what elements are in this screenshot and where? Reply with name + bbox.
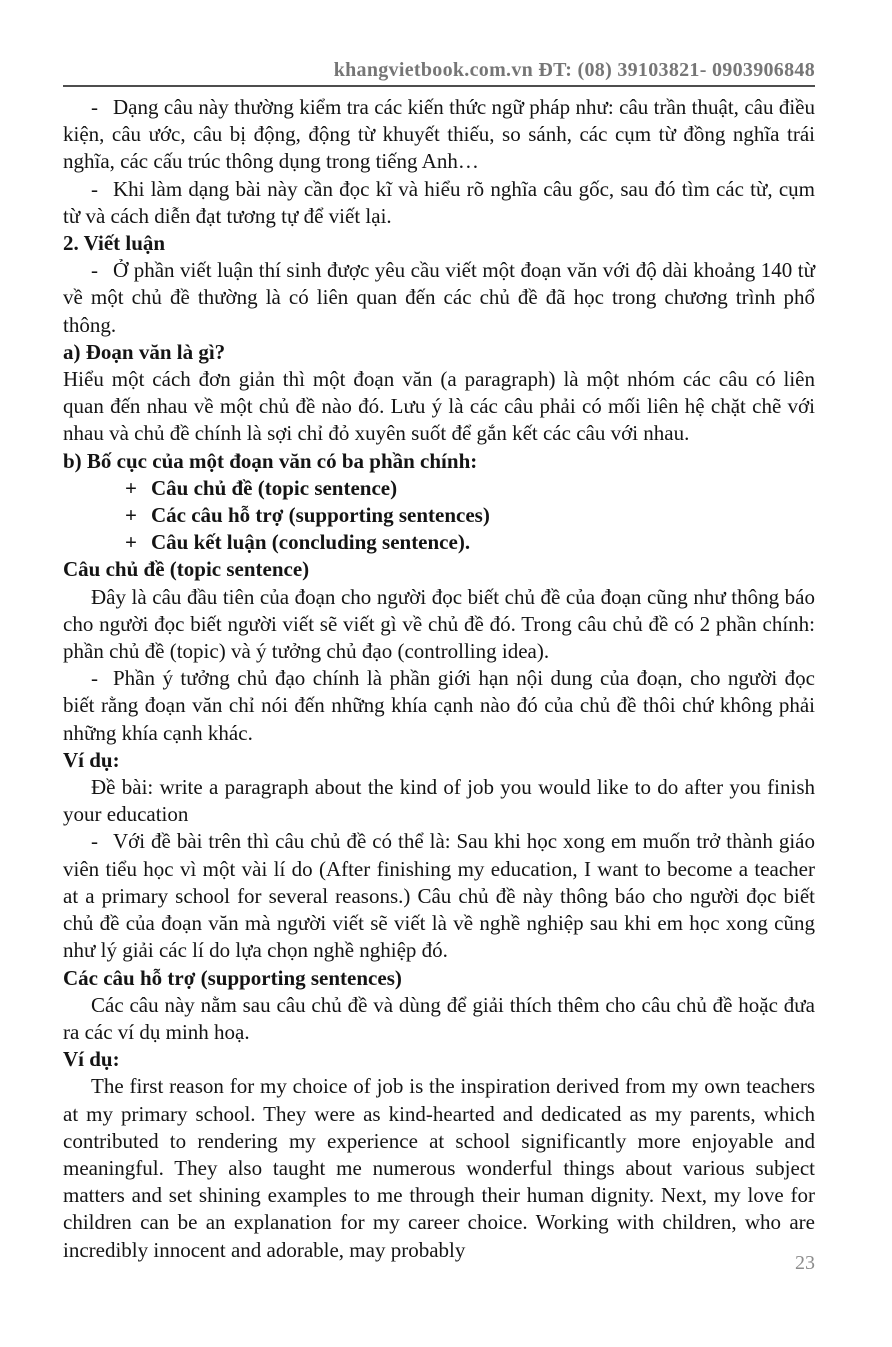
paragraph-dash bbox=[63, 94, 815, 176]
dash-bullet: - bbox=[91, 95, 98, 119]
header-divider bbox=[63, 85, 815, 87]
dash-bullet: - bbox=[91, 258, 98, 283]
dash-bullet: - bbox=[91, 666, 98, 691]
paragraph: Hiểu một cách đơn giản thì một đoạn văn (a paragraph) là một nhóm các câu có liên quan đến nhau về một chủ đề nào đó. Lưu ý là các câu phải có mối liên hệ chặt chẽ với nhau và chủ đề chính là sợi chỉ đỏ xuyên suốt để gắn kết các câu với nhau. bbox=[63, 367, 815, 446]
paragraph-dash bbox=[63, 176, 815, 230]
list-item-text: Các câu hỗ trợ (supporting sentences) bbox=[150, 503, 490, 528]
dash-bullet: - bbox=[91, 176, 98, 201]
section-heading: Câu chủ đề (topic sentence) bbox=[63, 557, 310, 582]
subsection-heading: a) Đoạn văn là gì? bbox=[63, 339, 226, 364]
paragraph-text: Với đề bài trên thì câu chủ đề có thể là: Sau khi học xong em muốn trở thành giáo viên tiểu học vì một vài lí do (After finishing my education, I want to become a teacher at a primary school for several reasons.) Câu chủ đề này thông báo cho người đọc biết chủ đề của đoạn văn mà người viết sẽ viết là về nghề nghiệp sau khi em học xong cũng như lý giải các lí do lựa chọn nghề nghiệp đó. bbox=[63, 829, 815, 963]
list-item bbox=[63, 475, 815, 502]
paragraph-text: Phần ý tưởng chủ đạo chính là phần giới hạn nội dung của đoạn, cho người đọc biết rằng đoạn văn chỉ nói đến những khía cạnh nào đó của chủ đề thôi chứ không phải những khía cạnh khác. bbox=[63, 666, 815, 745]
plus-bullet: + bbox=[125, 503, 137, 528]
subsection-heading: b) Bố cục của một đoạn văn có ba phần chính: bbox=[63, 448, 478, 473]
header-site-and-phone: khangvietbook.com.vn ĐT: (08) 39103821- 0903906848 bbox=[333, 59, 815, 81]
paragraph-dash bbox=[63, 665, 815, 747]
page-header bbox=[63, 58, 815, 87]
paragraph: Các câu này nằm sau câu chủ đề và dùng để giải thích thêm cho câu chủ đề hoặc đưa ra các ví dụ minh hoạ. bbox=[63, 992, 815, 1044]
plus-bullet: + bbox=[125, 530, 137, 555]
dash-bullet: - bbox=[91, 829, 98, 854]
paragraph-text: Khi làm dạng bài này cần đọc kĩ và hiểu rõ nghĩa câu gốc, sau đó tìm các từ, cụm từ và cách diễn đạt tương tự để viết lại. bbox=[63, 176, 815, 228]
list-item bbox=[63, 529, 815, 556]
paragraph: The first reason for my choice of job is the inspiration derived from my own teachers at my primary school. They were as kind-hearted and dedicated as my parents, which contributed to rendering my experience at school significantly more enjoyable and meaningful. They also taught me numerous wonderful things about various subject matters and set shining examples to me through their human dignity. Next, my love for children can be an explanation for my career choice. Working with children, who are incredibly innocent and adorable, may probably bbox=[63, 1074, 815, 1262]
document-body bbox=[63, 94, 815, 1264]
paragraph-text: Ở phần viết luận thí sinh được yêu cầu viết một đoạn văn với độ dài khoảng 140 từ về một chủ đề thường là có liên quan đến các chủ đề đã học trong chương trình phổ thông. bbox=[63, 258, 815, 337]
plus-bullet: + bbox=[125, 475, 137, 500]
paragraph: Đây là câu đầu tiên của đoạn cho người đọc biết chủ đề của đoạn cũng như thông báo cho người đọc biết người viết sẽ viết gì về chủ đề đó. Trong câu chủ đề có 2 phần chính: phần chủ đề (topic) và ý tưởng chủ đạo (controlling idea). bbox=[63, 584, 815, 664]
list-item-text: Câu kết luận (concluding sentence). bbox=[150, 530, 471, 555]
section-heading: 2. Viết luận bbox=[63, 231, 166, 256]
example-heading: Ví dụ: bbox=[63, 747, 120, 772]
paragraph-text: Dạng câu này thường kiểm tra các kiến thức ngữ pháp như: câu trần thuật, câu điều kiện, câu ước, câu bị động, động từ khuyết thiếu, so sánh, các cụm từ đồng nghĩa trái nghĩa, các cấu trúc thông dụng trong tiếng Anh… bbox=[63, 95, 815, 174]
section-heading: Các câu hỗ trợ (supporting sentences) bbox=[63, 965, 402, 990]
paragraph-dash bbox=[63, 828, 815, 964]
list-item bbox=[63, 502, 815, 529]
paragraph-dash bbox=[63, 257, 815, 339]
list-item-text: Câu chủ đề (topic sentence) bbox=[150, 475, 398, 500]
example-heading: Ví dụ: bbox=[63, 1047, 120, 1072]
page-number: 23 bbox=[795, 1252, 815, 1274]
paragraph: Đề bài: write a paragraph about the kind of job you would like to do after you finish your education bbox=[63, 775, 815, 827]
